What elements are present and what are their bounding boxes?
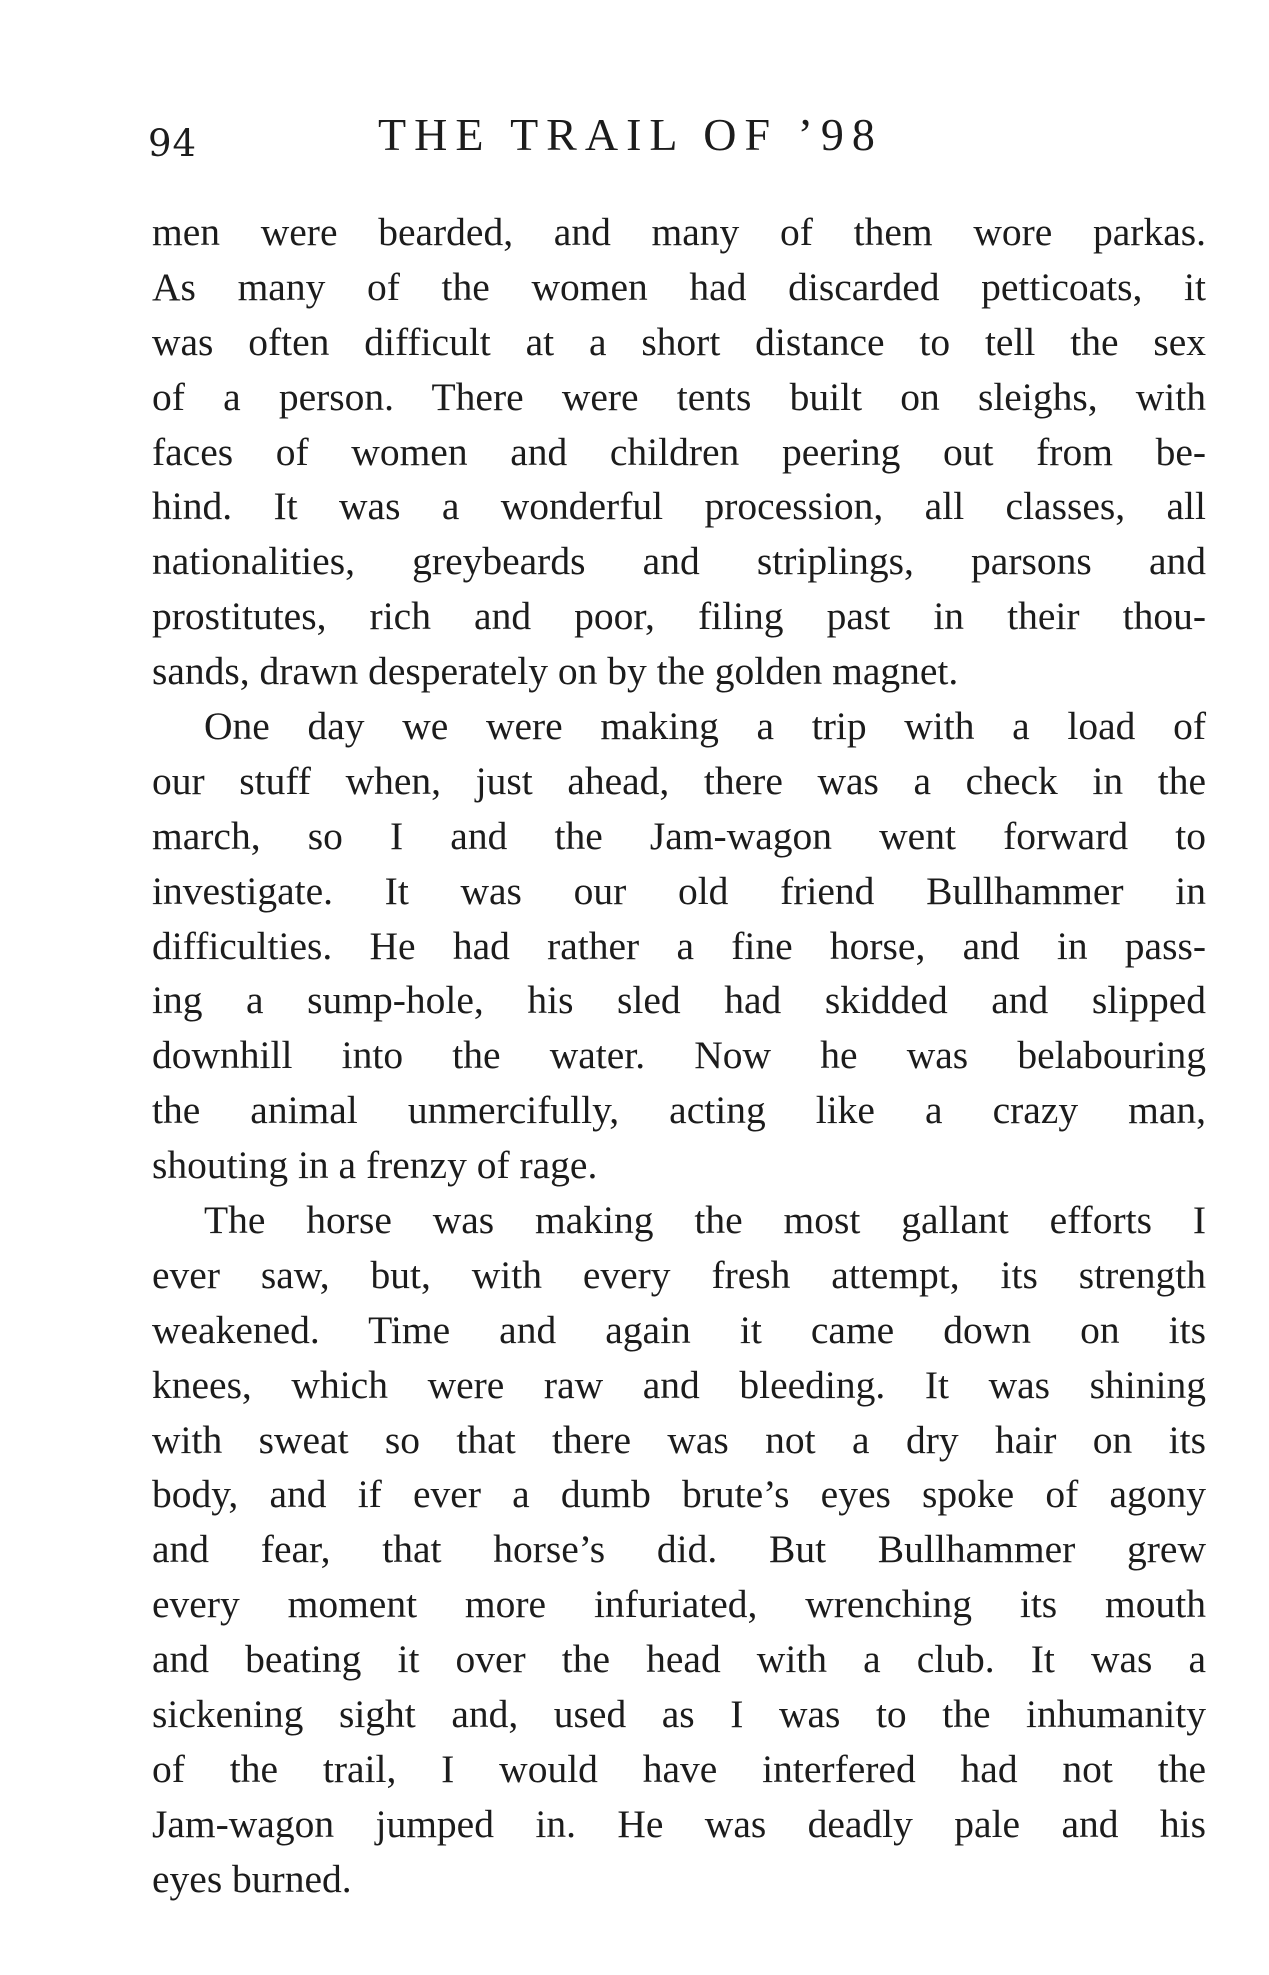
text-line: shouting in a frenzy of rage. [152,1143,598,1188]
text-line: downhill into the water. Now he was belabouring [152,1033,1206,1078]
text-line: The horse was making the most gallant efforts I [204,1198,1206,1243]
text-line: faces of women and children peering out from be- [152,429,1206,474]
body-text [152,205,1206,1907]
text-line: sickening sight and, used as I was to the inhumanity [152,1692,1206,1737]
paragraph-3 [152,1193,1206,1907]
running-head [148,108,1208,168]
text-line: difficulties. He had rather a fine horse, and in pass- [152,923,1206,968]
paragraph-1 [152,205,1206,699]
text-line: eyes burned. [152,1856,352,1901]
text-line: nationalities, greybeards and striplings, parsons and [152,539,1206,584]
text-line: every moment more infuriated, wrenching its mouth [152,1582,1206,1627]
text-line: the animal unmercifully, acting like a crazy man, [152,1088,1206,1133]
text-line: knees, which were raw and bleeding. It was shining [152,1362,1206,1407]
page-number: 94 [148,122,198,165]
text-line: our stuff when, just ahead, there was a check in the [152,758,1206,803]
text-line: investigate. It was our old friend Bullhammer in [152,868,1206,913]
text-line: and beating it over the head with a club. It was a [152,1637,1206,1682]
text-line: ing a sump-hole, his sled had skidded and slipped [152,978,1206,1023]
text-line: weakened. Time and again it came down on its [152,1307,1206,1352]
text-line: One day we were making a trip with a load of [204,704,1206,749]
text-line: men were bearded, and many of them wore parkas. [152,210,1206,254]
text-line: hind. It was a wonderful procession, all classes, all [152,484,1206,529]
running-title: THE TRAIL OF ’98 [378,109,883,160]
text-line: As many of the women had discarded petticoats, it [152,264,1206,309]
text-line: of the trail, I would have interfered had not the [152,1746,1206,1791]
text-line: prostitutes, rich and poor, filing past in their thou- [152,594,1206,639]
text-line: body, and if ever a dumb brute’s eyes spoke of agony [152,1472,1206,1517]
paragraph-2 [152,699,1206,1193]
text-line: ever saw, but, with every fresh attempt, its strength [152,1252,1206,1297]
text-line: with sweat so that there was not a dry hair on its [152,1417,1206,1462]
text-line: of a person. There were tents built on sleighs, with [152,374,1206,419]
text-line: was often difficult at a short distance to tell the sex [152,319,1206,364]
text-line: march, so I and the Jam-wagon went forward to [152,813,1206,858]
text-line: sands, drawn desperately on by the golden magnet. [152,649,959,694]
text-line: Jam-wagon jumped in. He was deadly pale and his [152,1801,1206,1846]
text-line: and fear, that horse’s did. But Bullhammer grew [152,1527,1206,1572]
